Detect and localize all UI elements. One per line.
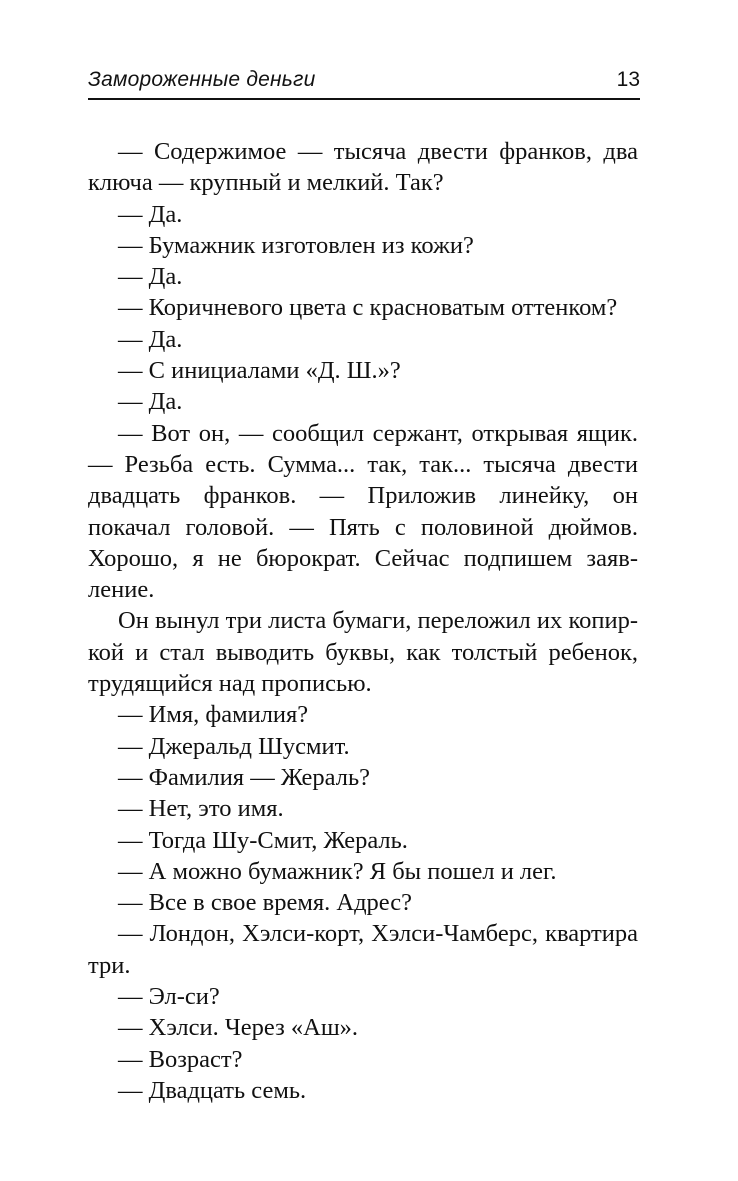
paragraph: — Да. xyxy=(118,325,183,353)
page-body xyxy=(88,136,638,1106)
paragraph: Он вынул три листа бумаги, переложил их копиркой и стал выводить буквы, как толстый ребенок, трудящийся над прописью. xyxy=(88,607,638,698)
paragraph: — Нет, это имя. xyxy=(118,795,284,823)
paragraph: — Возраст? xyxy=(118,1045,243,1073)
paragraph: — Бумажник изготовлен из кожи? xyxy=(118,231,474,259)
paragraph: — Двадцать семь. xyxy=(118,1076,307,1104)
paragraph: — Да. xyxy=(118,388,183,416)
paragraph: — Да. xyxy=(118,263,183,291)
paragraph: — Эл-си? xyxy=(118,983,220,1011)
paragraph: — Все в свое время. Адрес? xyxy=(118,889,413,917)
paragraph: — Лондон, Хэлси-корт, Хэлси-Чамберс, квартира три. xyxy=(88,920,638,979)
running-title: Замороженные деньги xyxy=(88,68,316,91)
paragraph: — А можно бумажник? Я бы пошел и лег. xyxy=(118,857,557,885)
page-number: 13 xyxy=(616,68,640,91)
paragraph: — Тогда Шу-Смит, Жераль. xyxy=(118,826,408,854)
paragraph: — Хэлси. Через «Аш». xyxy=(118,1014,359,1042)
paragraph: — С инициалами «Д. Ш.»? xyxy=(118,357,401,385)
paragraph: — Коричневого цвета с красноватым оттенком? xyxy=(118,294,618,322)
paragraph: — Вот он, — сообщил сержант, открывая ящик. — Резьба есть. Сумма... так, так... тысяча двести двадцать франков. — Приложив линейку, он покачал головой. — Пять с половиной дюймов. Хорошо, я не бюрократ. Сейчас подпишем заявление. xyxy=(88,419,638,604)
paragraph: — Да. xyxy=(118,200,183,228)
paragraph: — Имя, фамилия? xyxy=(118,701,309,729)
running-header xyxy=(88,62,640,100)
paragraph: — Джеральд Шусмит. xyxy=(118,732,350,760)
paragraph: — Содержимое — тысяча двести франков, два ключа — крупный и мелкий. Так? xyxy=(88,138,638,197)
paragraph: — Фамилия — Жераль? xyxy=(118,763,371,791)
